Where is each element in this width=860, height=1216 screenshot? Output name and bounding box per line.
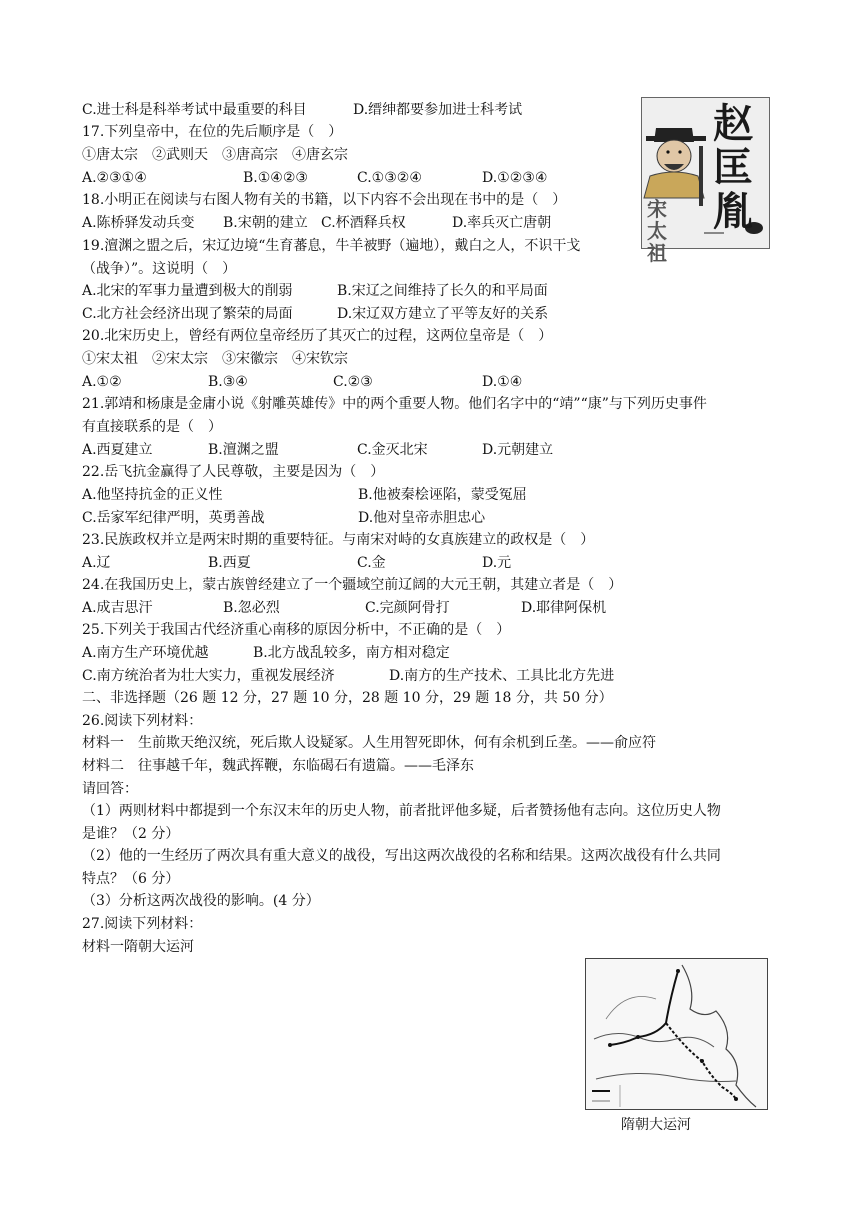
- q25-option-c: C.南方统治者为壮大实力，重视发展经济: [82, 668, 335, 684]
- q18-option-b: B.宋朝的建立: [223, 215, 308, 231]
- question-23: 23.民族政权并立是两宋时期的重要特征。与南宋对峙的女真族建立的政权是（ ）: [82, 532, 595, 548]
- question-17: 17.下列皇帝中，在位的先后顺序是（ ）: [82, 124, 343, 140]
- question-17-items: ①唐太宗 ②武则天 ③唐高宗 ④唐玄宗: [82, 147, 348, 163]
- q21-option-a: A.西夏建立: [82, 442, 153, 458]
- sub-question-2-cont: 特点？（6 分）: [82, 871, 180, 887]
- map-illustration: [586, 959, 767, 1109]
- q22-option-b: B.他被秦桧诬陷，蒙受冤屈: [358, 487, 527, 503]
- q16-option-d: D.缙绅都要参加进士科考试: [353, 102, 523, 118]
- q20-option-b: B.③④: [208, 374, 248, 390]
- answer-prompt: 请回答：: [82, 781, 138, 797]
- question-24: 24.在我国历史上，蒙古族曾经建立了一个疆域空前辽阔的大元王朝，其建立者是（ ）: [82, 577, 623, 593]
- q20-option-a: A.①②: [82, 374, 122, 390]
- q25-option-b: B.北方战乱较多，南方相对稳定: [253, 645, 450, 661]
- q18-option-a: A.陈桥驿发动兵变: [82, 215, 195, 231]
- q20-option-d: D.①④: [482, 374, 523, 390]
- q21-option-d: D.元朝建立: [482, 442, 554, 458]
- q19-option-c: C.北方社会经济出现了繁荣的局面: [82, 306, 293, 322]
- material-27-1: 材料一隋朝大运河: [82, 939, 194, 955]
- question-26: 26.阅读下列材料：: [82, 713, 203, 729]
- q19-option-b: B.宋辽之间维持了长久的和平局面: [337, 283, 548, 299]
- q22-option-d: D.他对皇帝赤胆忠心: [358, 510, 486, 526]
- q17-option-c: C.①③②④: [357, 170, 422, 186]
- q18-option-c: C.杯酒释兵权: [321, 215, 406, 231]
- question-27: 27.阅读下列材料：: [82, 916, 203, 932]
- q25-option-a: A.南方生产环境优越: [82, 645, 209, 661]
- question-21: 21.郭靖和杨康是金庸小说《射雕英雄传》中的两个重要人物。他们名字中的“靖”“康”与下列历史事件: [82, 396, 707, 412]
- q23-option-c: C.金: [357, 555, 386, 571]
- q23-option-b: B.西夏: [208, 555, 251, 571]
- q22-option-a: A.他坚持抗金的正义性: [82, 487, 223, 503]
- q24-option-a: A.成吉思汗: [82, 600, 153, 616]
- section-2-heading: 二、非选择题（26 题 12 分，27 题 10 分，28 题 10 分，29 题 18 分，共 50 分）: [82, 690, 613, 706]
- q17-option-b: B.①④②③: [243, 170, 308, 186]
- q25-option-d: D.南方的生产技术、工具比北方先进: [389, 668, 615, 684]
- q24-option-d: D.耶律阿保机: [521, 600, 607, 616]
- q19-option-a: A.北宋的军事力量遭到极大的削弱: [82, 283, 293, 299]
- question-20-items: ①宋太祖 ②宋太宗 ③宋徽宗 ④宋钦宗: [82, 351, 348, 367]
- question-19-cont: （战争）”。这说明（ ）: [82, 261, 237, 277]
- q18-option-d: D.率兵灭亡唐朝: [452, 215, 552, 231]
- grand-canal-map: [585, 958, 768, 1110]
- sub-question-2: （2）他的一生经历了两次具有重大意义的战役，写出这两次战役的名称和结果。这两次战役有什么共同: [82, 848, 721, 864]
- q17-option-a: A.②③①④: [82, 170, 147, 186]
- q24-option-b: B.忽必烈: [223, 600, 280, 616]
- sub-question-1-cont: 是谁？（2 分）: [82, 826, 180, 842]
- q21-option-c: C.金灭北宋: [357, 442, 428, 458]
- q21-option-b: B.澶渊之盟: [208, 442, 279, 458]
- question-25: 25.下列关于我国古代经济重心南移的原因分析中，不正确的是（ ）: [82, 622, 511, 638]
- sub-question-1: （1）两则材料中都提到一个东汉末年的历史人物，前者批评他多疑，后者赞扬他有志向。这位历史人物: [82, 803, 721, 819]
- question-19: 19.澶渊之盟之后，宋辽边境“生育蕃息，牛羊被野（遍地），戴白之人，不识干戈: [82, 238, 581, 254]
- book-subtitle: 宋太祖: [647, 197, 667, 265]
- material-2: 材料二 往事越千年，魏武挥鞭，东临碣石有遗篇。——毛泽东: [82, 758, 474, 774]
- sub-question-3: （3）分析这两次战役的影响。(4 分）: [82, 893, 320, 909]
- book-cover-image: [641, 97, 770, 265]
- book-title: 赵匡胤: [713, 100, 753, 235]
- q23-option-a: A.辽: [82, 555, 111, 571]
- q16-option-c: C.进士科是科举考试中最重要的科目: [82, 102, 307, 118]
- map-caption: 隋朝大运河: [621, 1117, 691, 1133]
- q19-option-d: D.宋辽双方建立了平等友好的关系: [337, 306, 549, 322]
- question-18: 18.小明正在阅读与右图人物有关的书籍，以下内容不会出现在书中的是（ ）: [82, 192, 567, 208]
- q24-option-c: C.完颜阿骨打: [365, 600, 450, 616]
- q20-option-c: C.②③: [333, 374, 373, 390]
- q22-option-c: C.岳家军纪律严明，英勇善战: [82, 510, 265, 526]
- question-21-cont: 有直接联系的是（ ）: [82, 419, 222, 435]
- q23-option-d: D.元: [482, 555, 512, 571]
- material-1: 材料一 生前欺天绝汉统，死后欺人设疑冢。人生用智死即休，何有余机到丘垄。——俞应符: [82, 735, 656, 751]
- question-20: 20.北宋历史上，曾经有两位皇帝经历了其灭亡的过程，这两位皇帝是（ ）: [82, 328, 553, 344]
- question-22: 22.岳飞抗金赢得了人民尊敬，主要是因为（ ）: [82, 464, 385, 480]
- q17-option-d: D.①②③④: [482, 170, 548, 186]
